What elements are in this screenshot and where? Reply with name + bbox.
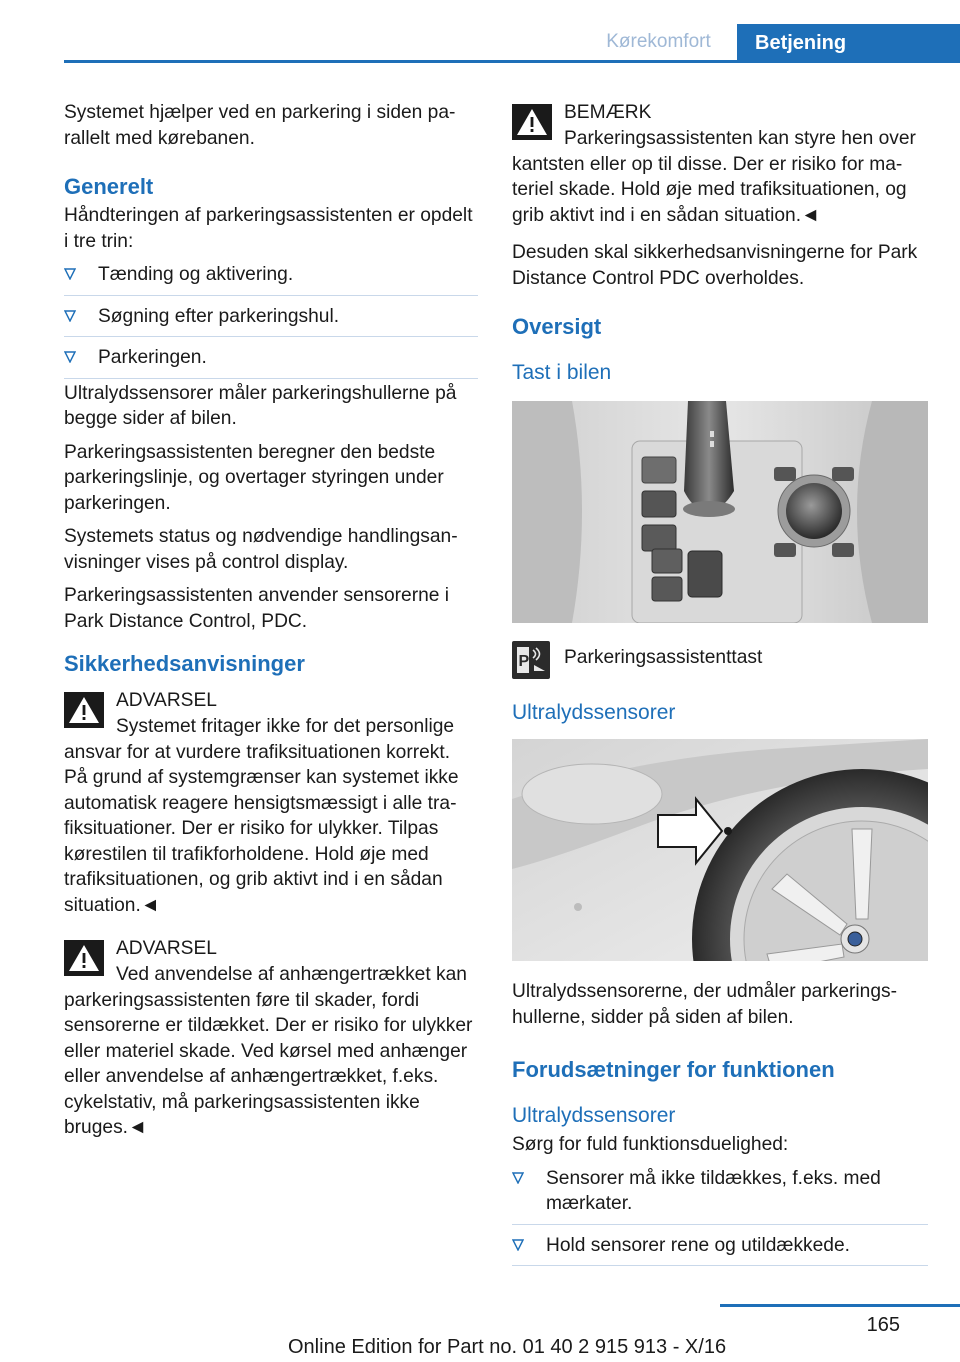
warning-block [64,688,478,918]
ultrasound-sensor-photo [512,739,928,961]
generelt-text: Håndteringen af parkeringsassistenten er opdelt i tre trin: [64,205,473,252]
triangle-bullet-icon [64,268,76,280]
paragraph-sensors: Ultralydssensorer måler parkeringshullerne på begge sider af bilen. [64,382,457,429]
park-assist-key-row [512,641,928,685]
left-column [64,100,478,1151]
warning-heading: ADVARSEL [116,938,217,959]
safety-heading: Sikkerhedsanvisninger [64,651,305,676]
note-block [512,100,928,228]
ultrasound-caption: Ultralydssensorerne, der udmåler parkeringshullerne, sidder på siden af bilen. [512,981,897,1028]
paragraph-pdc: Parkeringsassistenten anvender sensorerne i Park Distance Control, PDC. [64,585,450,632]
step-text: Tænding og aktivering. [98,264,294,285]
list-item [64,345,478,379]
right-column [512,100,928,1274]
triangle-bullet-icon [64,310,76,322]
requirement-text: Hold sensorer rene og utildækkede. [546,1234,850,1256]
triangle-bullet-icon [512,1172,524,1184]
warning-text: Ved anvendelse af anhængertrækket kan parkeringsassistenten føre til skader, fordi sensorerne er tildækket. Der er risiko for ulykker eller materiel skade. Ved kørsel med anhænger eller anvendelse af anhængertrækket, f.eks. cykelstativ, må parkeringsassistenten ikke bruges.◄ [64,964,473,1138]
steps-list [64,262,478,379]
list-item [512,1166,928,1225]
step-text: Parkeringen. [98,347,207,368]
oversigt-heading: Oversigt [512,314,602,339]
list-item [512,1233,928,1267]
triangle-bullet-icon [64,351,76,363]
step-text: Søgning efter parkeringshul. [98,305,340,327]
paragraph-status: Systemets status og nødvendige handlingsanvisninger vises på control display. [64,526,458,573]
park-assist-key-label: Parkeringsassistenttast [564,647,763,668]
warning-text: Systemet fritager ikke for det personlige ansvar for at vurdere trafiksituationen korrekt. På grund af systemgrænser kan systemet ikke automatisk reagere hensigtsmæssigt i alle trafiksituationer. Der er risiko for ulykker. Tilpas kørestilen til trafikforholdene. Hold øje med trafiksituationen, og grib aktivt ind i en sådan situation.◄ [64,716,459,916]
requirement-text: Sensorer må ikke tildækkes, f.eks. med mærkater. [546,1167,881,1214]
ultrasound-subheading: Ultralydssensorer [512,1104,676,1127]
ensure-text: Sørg for fuld funktionsduelighed: [512,1134,789,1155]
warning-triangle-icon [512,104,552,140]
list-item [64,304,478,338]
prerequisites-heading: Forudsætninger for funktionen [512,1057,835,1082]
ultrasound-heading: Ultralydssensorer [512,701,676,724]
warning-triangle-icon [64,692,104,728]
requirements-list [512,1166,928,1267]
triangle-bullet-icon [512,1239,524,1251]
header-section-tab[interactable]: Betjening [737,24,960,63]
warning-heading: ADVARSEL [116,690,217,711]
center-console-photo [512,401,928,623]
paragraph-calculates: Parkeringsassistenten beregner den bedste parkeringslinje, og overtager styringen under parkeringen. [64,441,444,514]
park-assist-key-icon [512,641,550,679]
list-item [64,262,478,296]
header-chapter-tab[interactable]: Kørekomfort [606,31,711,52]
generelt-heading: Generelt [64,174,154,199]
page-number: 165 [866,1314,900,1336]
footer-rule [720,1304,960,1307]
header-rule [64,60,960,63]
warning-triangle-icon [64,940,104,976]
svg-text:P: P [518,653,530,670]
tast-heading: Tast i bilen [512,361,612,384]
note-heading: BEMÆRK [564,102,652,123]
edition-line: Online Edition for Part no. 01 40 2 915 913 - X/16 [288,1336,727,1358]
intro-paragraph: Systemet hjælper ved en parkering i siden parallelt med kørebanen. [64,102,456,149]
note-text: Parkeringsassistenten kan styre hen over kantsten eller op til disse. Der er risiko for materiel skade. Hold øje med trafiksituationen, og grib aktivt ind i en sådan situation.◄ [512,128,916,226]
warning-block [64,936,478,1141]
paragraph-pdc-safety: Desuden skal sikkerhedsanvisningerne for Park Distance Control PDC overholdes. [512,242,918,289]
